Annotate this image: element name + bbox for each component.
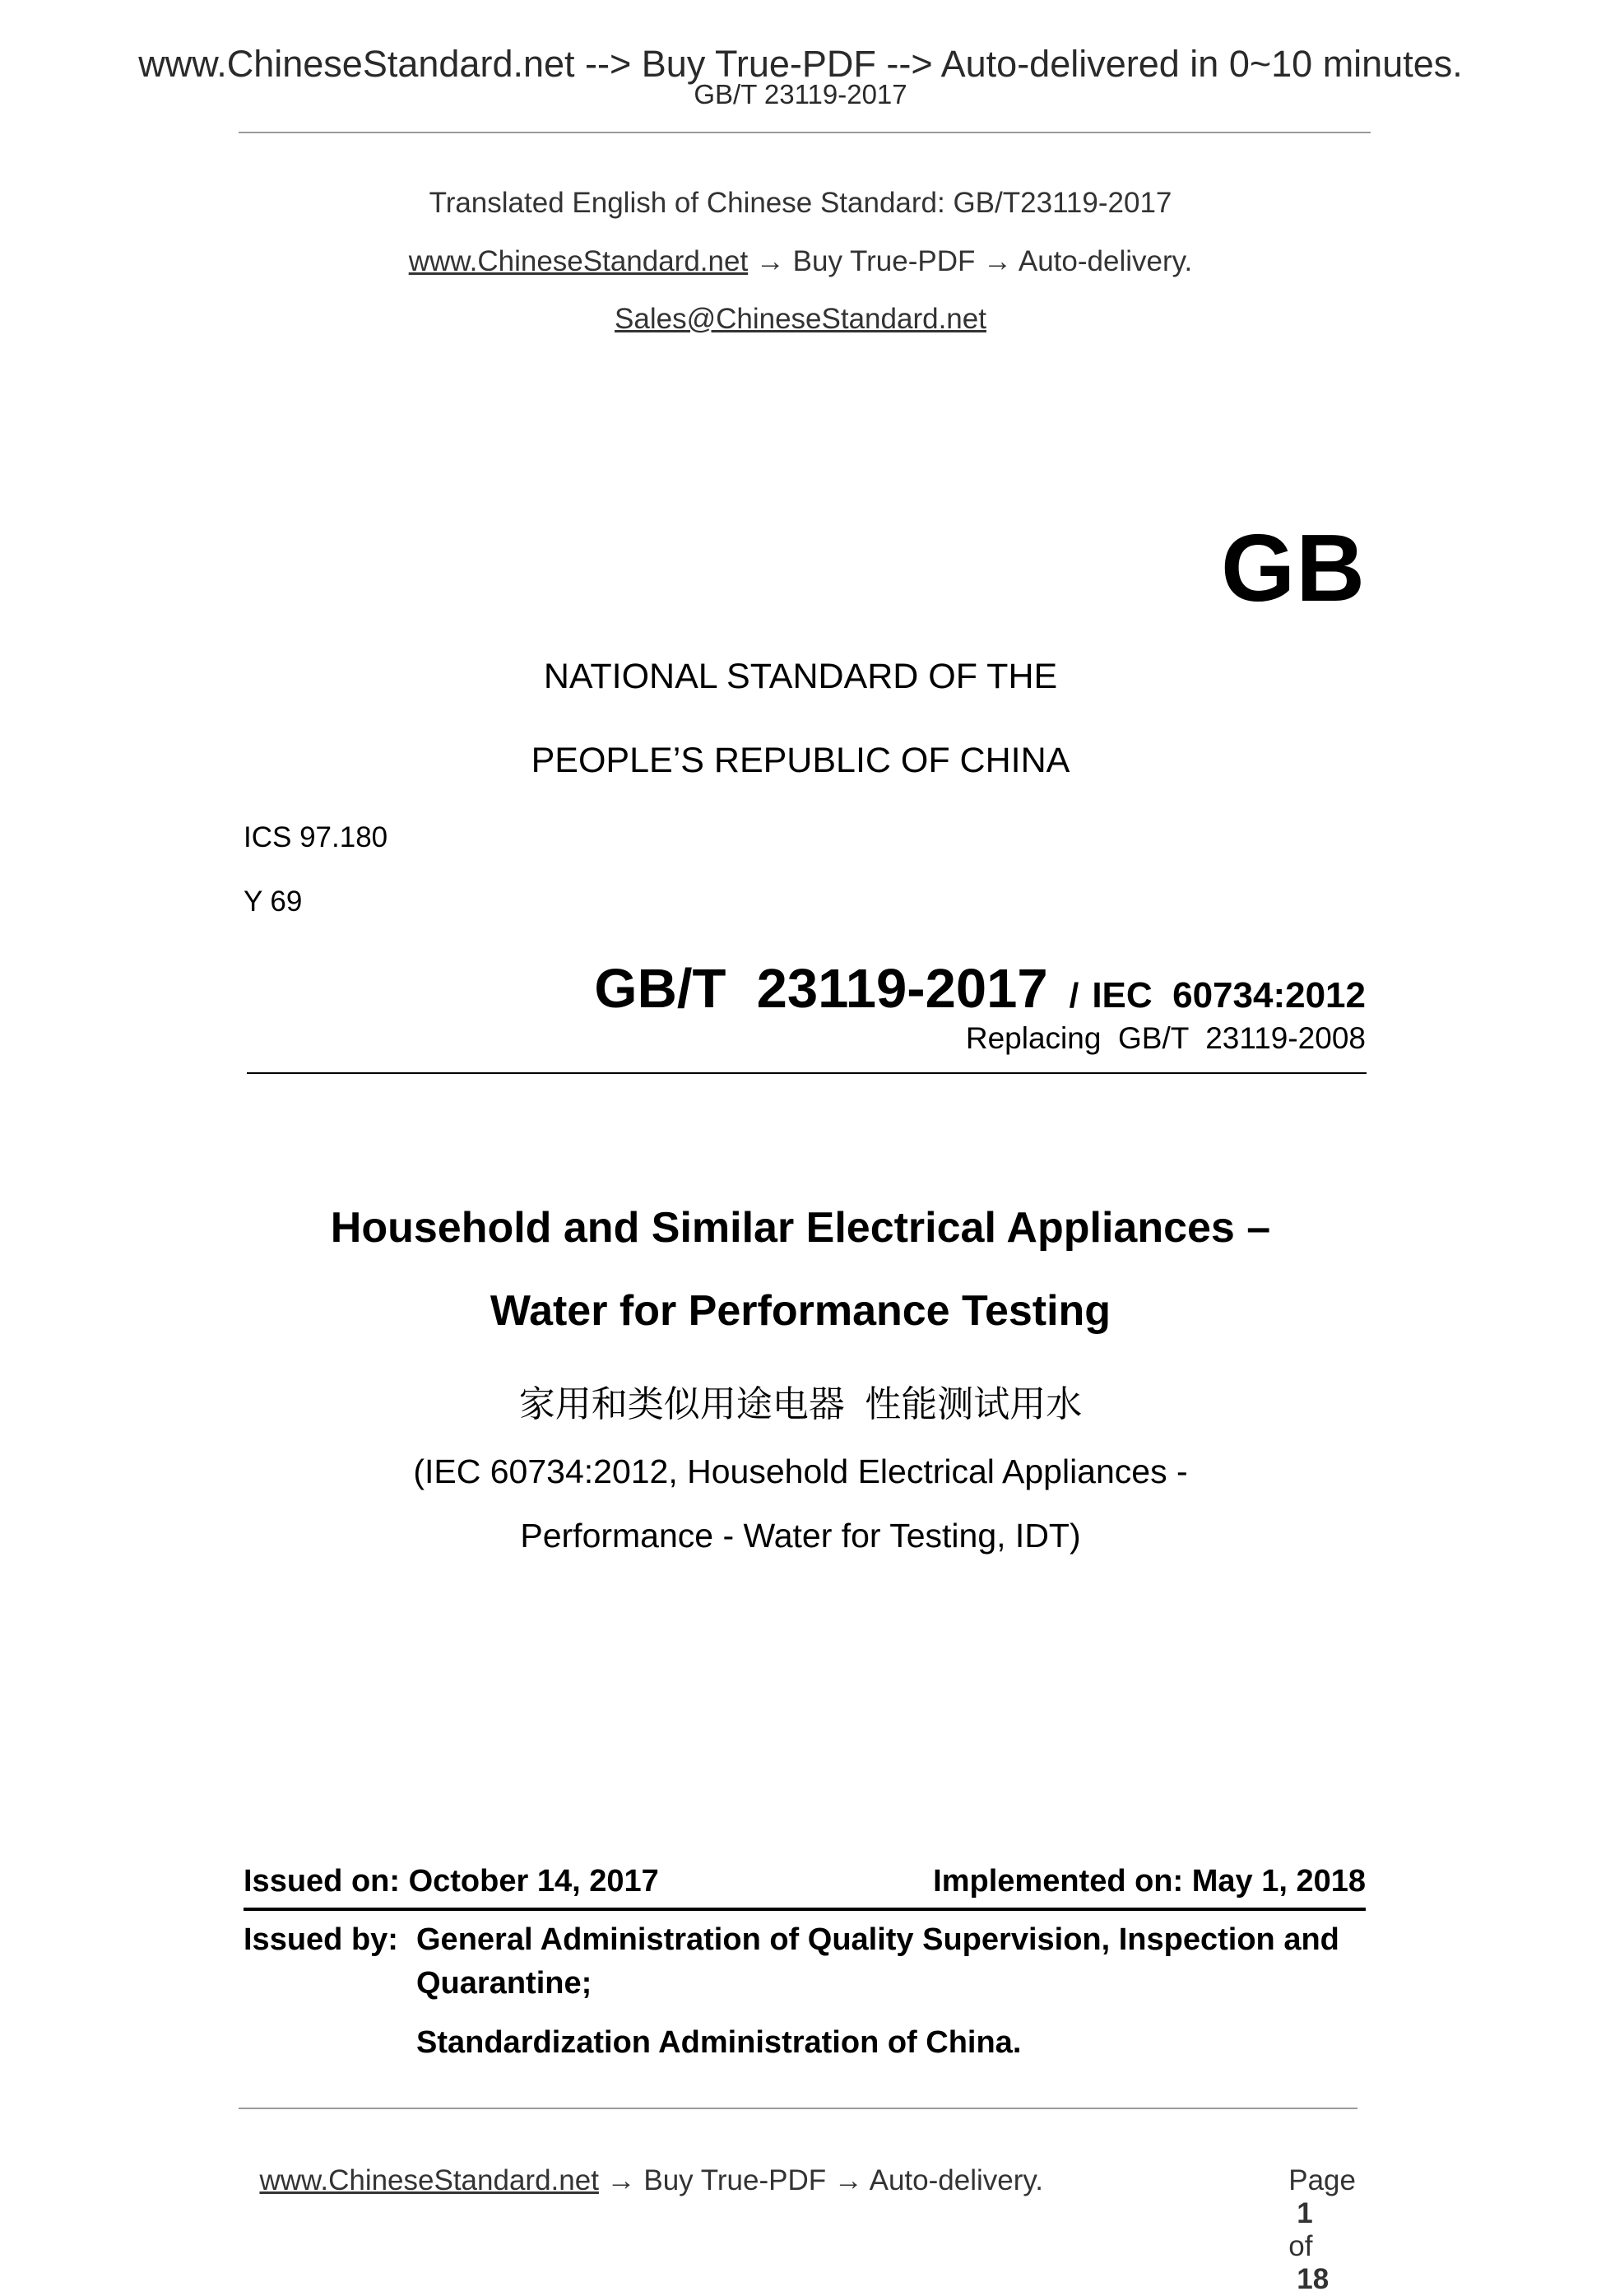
page-current: 1	[1297, 2197, 1313, 2229]
email-line	[0, 303, 1601, 336]
page-of: of	[1288, 2230, 1313, 2262]
footer-divider	[239, 2108, 1357, 2109]
issuer-line1: General Administration of Quality Supervision, Inspection and	[416, 1922, 1339, 1957]
banner-text: www.ChineseStandard.net --> Buy True-PDF --> Auto-delivered in 0~10 minutes.	[138, 43, 1463, 85]
national-standard-line2: PEOPLE’S REPUBLIC OF CHINA	[531, 741, 1070, 780]
page-indicator	[1273, 2131, 1356, 2296]
standard-number: GB/T 23119-2017	[594, 958, 1048, 1020]
running-header: GB/T 23119-2017	[694, 79, 907, 109]
title-en-line2: Water for Performance Testing	[490, 1287, 1111, 1335]
title-zh: 家用和类似用途电器 性能测试用水	[518, 1384, 1083, 1425]
buy-text: → Buy True-PDF → Auto-delivery.	[748, 245, 1193, 277]
translation-line: Translated English of Chinese Standard: GB/T23119-2017	[429, 187, 1172, 219]
footer-buy-line	[244, 2131, 1043, 2197]
gb-mark: GB	[1221, 514, 1366, 621]
title-ref-line1: (IEC 60734:2012, Household Electrical Appliances -	[413, 1452, 1188, 1490]
replacing-line: Replacing GB/T 23119-2008	[965, 1021, 1366, 1055]
national-standard-line1: NATIONAL STANDARD OF THE	[543, 657, 1058, 696]
page-label: Page	[1288, 2164, 1356, 2196]
issuer-line3: Standardization Administration of China.	[416, 2025, 1022, 2060]
title-ref-line2: Performance - Water for Testing, IDT)	[520, 1517, 1081, 1555]
implemented-on: Implemented on: May 1, 2018	[933, 1864, 1366, 1899]
iec-equivalent: IEC 60734:2012	[1092, 975, 1366, 1016]
standard-divider	[247, 1072, 1367, 1074]
email-link[interactable]: Sales@ChineseStandard.net	[615, 303, 986, 335]
site-link[interactable]: www.ChineseStandard.net	[408, 245, 749, 277]
ics-code: ICS 97.180	[244, 821, 388, 853]
standard-slash: /	[1069, 976, 1079, 1016]
translation-buy-line	[0, 245, 1601, 278]
issued-on: Issued on: October 14, 2017	[244, 1864, 659, 1899]
issued-by-label: Issued by:	[244, 1922, 398, 1957]
ccs-code: Y 69	[244, 885, 303, 918]
title-en-line1: Household and Similar Electrical Appliances –	[330, 1204, 1271, 1252]
page-total: 18	[1297, 2263, 1330, 2295]
footer-site-link[interactable]: www.ChineseStandard.net	[259, 2164, 599, 2196]
header-divider	[239, 132, 1371, 133]
issuer-line2: Quarantine;	[416, 1966, 592, 2001]
footer-buy-text: → Buy True-PDF → Auto-delivery.	[598, 2164, 1043, 2196]
dates-divider	[244, 1908, 1366, 1911]
standard-number-line	[587, 941, 1367, 1023]
